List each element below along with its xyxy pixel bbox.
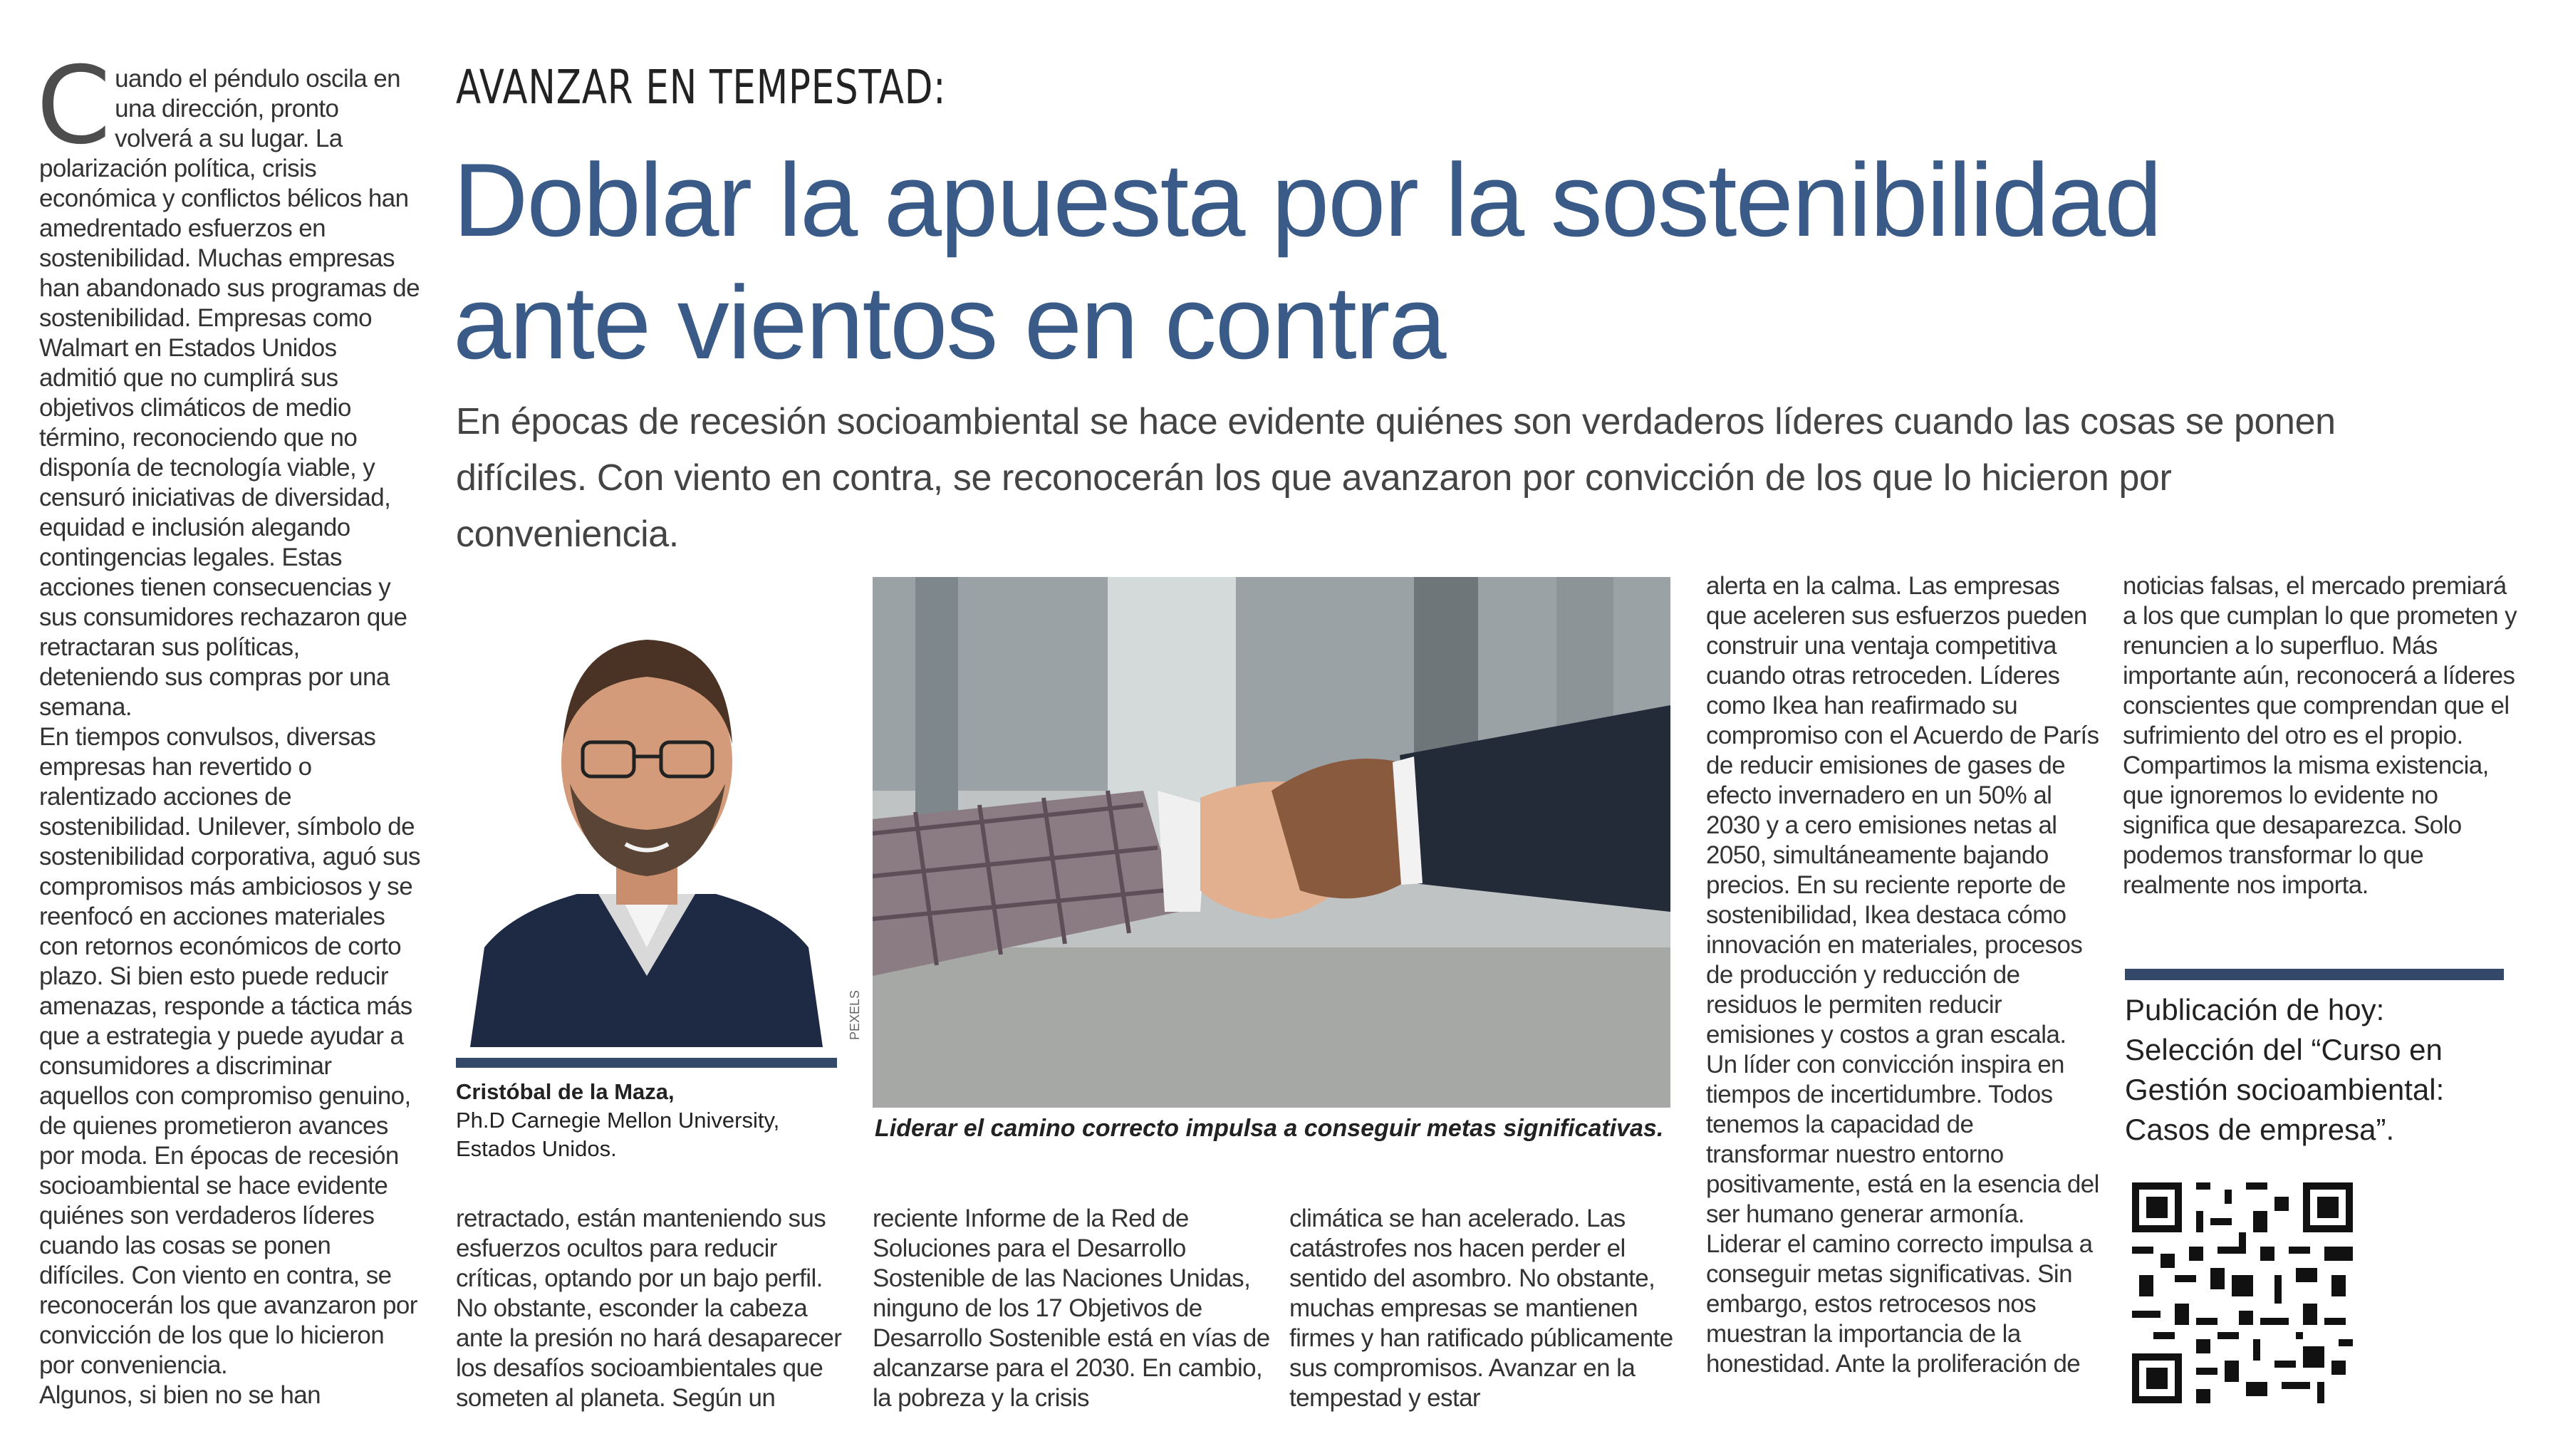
column-4: climática se han acelerado. Las catástrofes nos hacen perder el sentido del asombro. No obstante, muchas empresas se mantienen firmes y han ratificado públicamente sus compromisos. Avanzar en la tempestad y estar: [1289, 1205, 1673, 1412]
column-1-text: uando el péndulo oscila en una dirección, pronto volverá a su lugar. La polarización política, crisis económica y conflictos bélicos han amedrentado esfuerzos en sostenibilidad. Muchas empresas han abandonado sus programas de sostenibilidad. Empresas como Walmart en Estados Unidos admitió que no cumplirá sus objetivos climáticos de medio término, reconociendo que no disponía de tecnología viable, y censuró iniciativas de diversidad, equidad e inclusión alegando contingencias legales. Estas acciones tienen consecuencias y sus consumidores rechazaron que retractaran sus políticas, deteniendo sus compras por una semana. En tiempos convulsos, diversas empresas han revertido o ralentizado acciones de sostenibilidad. Unilever, símbolo de sostenibilidad corporativa, aguó sus compromisos más ambiciosos y se reenfocó en acciones materiales con retornos económicos de corto plazo. Si bien esto puede reducir amenazas, responde a táctica más que a estrategia y puede ayudar a consumidores a discriminar aquellos con compromiso genuino, de quienes prometieron avances por moda. En épocas de recesión socioambiental se hace evidente quiénes son verdaderos líderes cuando las cosas se ponen difíciles. Con viento en contra, se reconocerán los que avanzaron por convicción de los que lo hicieron por conveniencia. Algunos, si bien no se han: [39, 65, 420, 1409]
article-deck: En épocas de recesión socioambiental se hace evidente quiénes son verdaderos líderes cuando las cosas se ponen difíciles. Con viento en contra, se reconocerán los que avanzaron por convicción de los que lo hicieron por conveniencia.: [456, 401, 2336, 555]
author-portrait: [456, 577, 837, 1047]
portrait-caption-bar: [456, 1058, 837, 1068]
column-1: [36, 44, 420, 1410]
photo-caption: Liderar el camino correcto impulsa a conseguir metas significativas.: [875, 1115, 1664, 1142]
author-caption: [456, 1078, 855, 1163]
qr-code-icon[interactable]: [2125, 1175, 2360, 1410]
publication-bar: [2125, 969, 2504, 980]
drop-cap: C: [36, 44, 111, 168]
publication-note: Publicación de hoy: Selección del “Curso en Gestión socioambiental: Casos de empresa”.: [2125, 993, 2445, 1146]
column-5: alerta en la calma. Las empresas que aceleren sus esfuerzos pueden construir una ventaja competitiva cuando otras retroceden. Líderes como Ikea han reafirmado su compromiso con el Acuerdo de París de reducir emisiones de gases de efecto invernadero en un 50% al 2030 y a cero emisiones netas al 2050, simultáneamente bajando precios. En su reciente reporte de sostenibilidad, Ikea destaca cómo innovación en materiales, procesos de producción y reducción de residuos le permiten reducir emisiones y costos a gran escala. Un líder con convicción inspira en tiempos de incertidumbre. Todos tenemos la capacidad de transformar nuestro entorno positivamente, está en la esencia del ser humano generar armonía. Liderar el camino correcto impulsa a conseguir metas significativas. Sin embargo, estos retrocesos nos muestran la importancia de la honestidad. Ante la proliferación de: [1706, 572, 2099, 1378]
handshake-photo: [873, 577, 1670, 1108]
author-affiliation: Ph.D Carnegie Mellon University,: [456, 1108, 780, 1133]
author-country: Estados Unidos.: [456, 1136, 617, 1161]
column-3: reciente Informe de la Red de Soluciones para el Desarrollo Sostenible de las Naciones Unidas, ninguno de los 17 Objetivos de Desarrollo Sostenible está en vías de alcanzarse para el 2030. En cambio, la pobreza y la crisis: [873, 1205, 1270, 1412]
article-kicker: AVANZAR EN TEMPESTAD:: [456, 60, 947, 115]
column-2: retractado, están manteniendo sus esfuerzos ocultos para reducir críticas, optando por un bajo perfil. No obstante, esconder la cabeza ante la presión no hará desaparecer los desafíos socioambientales que someten al planeta. Según un: [456, 1205, 842, 1412]
photo-credit: PEXELS: [848, 989, 862, 1040]
article-headline: Doblar la apuesta por la sostenibilidad ante vientos en contra: [453, 142, 2161, 380]
portrait-illustration: [456, 577, 837, 1047]
author-name: Cristóbal de la Maza,: [456, 1079, 675, 1104]
column-6: noticias falsas, el mercado premiará a los que cumplan lo que prometen y renuncien a lo superfluo. Más importante aún, reconocerá a líderes conscientes que comprendan que el sufrimiento del otro es el propio. Compartimos la misma existencia, que ignoremos lo evidente no significa que desaparezca. Solo podemos transformar lo que realmente nos importa.: [2123, 572, 2517, 899]
handshake-illustration: [873, 577, 1670, 1108]
